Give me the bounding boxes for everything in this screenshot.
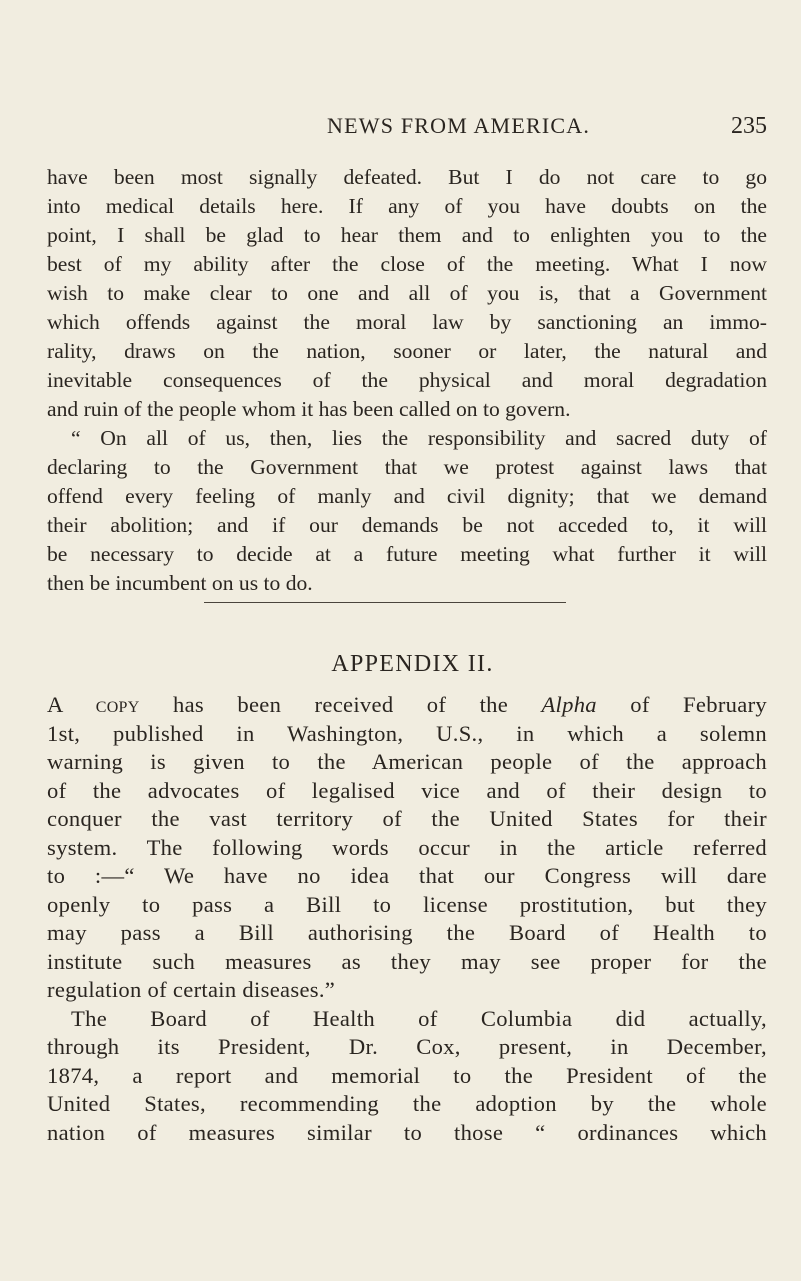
text-line: into medical details here. If any of you have doubts on the <box>47 194 767 218</box>
text-line: institute such measures as they may see proper for the <box>47 948 767 974</box>
text-line: nation of measures similar to those “ ordinances which <box>47 1119 767 1145</box>
text-line: wish to make clear to one and all of you is, that a Government <box>47 281 767 305</box>
text-line: then be incumbent on us to do. <box>47 571 313 595</box>
text-line: United States, recommending the adoption by the whole <box>47 1091 767 1116</box>
text-line: declaring to the Government that we protest against laws that <box>47 455 767 479</box>
text-line: and ruin of the people whom it has been called on to govern. <box>47 397 571 421</box>
text-line: conquer the vast territory of the United States for their <box>47 806 767 831</box>
text-line: regulation of certain diseases.” <box>47 977 336 1002</box>
text-line: system. The following words occur in the article referred <box>47 834 767 860</box>
text-line: through its President, Dr. Cox, present, in December, <box>47 1034 767 1059</box>
text-line: 1st, published in Washington, U.S., in which a solemn <box>47 720 767 746</box>
text-line: be necessary to decide at a future meeting what further it will <box>47 542 767 566</box>
text-line: warning is given to the American people of the approach <box>47 749 767 774</box>
running-head <box>327 112 767 146</box>
appendix-heading: APPENDIX II. <box>331 651 494 677</box>
text-line <box>47 691 767 720</box>
body-text-appendix <box>47 691 767 1147</box>
text-line: offend every feeling of manly and civil dignity; that we demand <box>47 484 767 508</box>
text-line: inevitable consequences of the physical and moral degradation <box>47 368 767 392</box>
text-line: may pass a Bill authorising the Board of Health to <box>47 920 767 945</box>
text-line: have been most signally defeated. But I do not care to go <box>47 165 767 189</box>
text-line: to :—“ We have no idea that our Congress will dare <box>47 863 767 888</box>
text-fragment: of February <box>596 692 768 717</box>
text-line: point, I shall be glad to hear them and to enlighten you to the <box>47 223 767 247</box>
text-fragment: has been received of the <box>139 692 542 717</box>
text-line: of the advocates of legalised vice and of their design to <box>47 777 767 803</box>
text-line: which offends against the moral law by sanctioning an immo- <box>47 310 767 334</box>
page-number: 235 <box>731 113 767 139</box>
small-caps-word: copy <box>95 692 140 717</box>
body-text-upper <box>47 163 767 598</box>
text-line: 1874, a report and memorial to the President of the <box>47 1062 767 1088</box>
section-divider <box>204 602 566 603</box>
text-line: rality, draws on the nation, sooner or later, the natural and <box>47 339 767 363</box>
text-line: “ On all of us, then, lies the responsibility and sacred duty of <box>71 426 767 450</box>
running-title: NEWS FROM AMERICA. <box>327 113 591 138</box>
text-line: best of my ability after the close of the meeting. What I now <box>47 252 767 276</box>
publication-title: Alpha <box>541 692 597 717</box>
opening-word: A <box>47 692 63 717</box>
text-line: openly to pass a Bill to license prostitution, but they <box>47 891 767 917</box>
text-line: The Board of Health of Columbia did actually, <box>71 1005 767 1031</box>
text-line: their abolition; and if our demands be not acceded to, it will <box>47 513 767 537</box>
